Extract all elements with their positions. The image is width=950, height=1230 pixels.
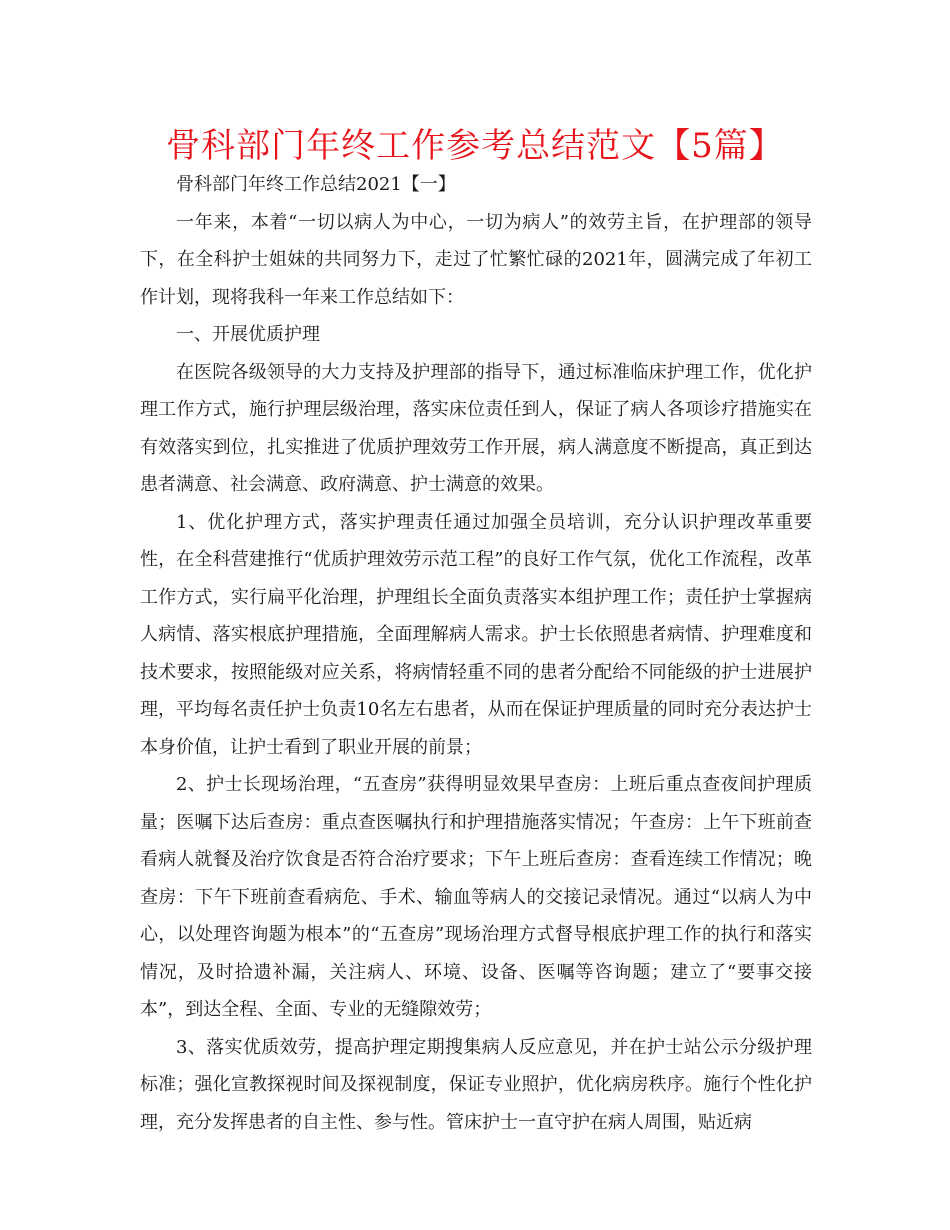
section-heading: 骨科部门年终工作总结2021【一】 bbox=[176, 174, 456, 195]
paragraph-item-3: 3、落实优质效劳，提高护理定期搜集病人反应意见，并在护士站公示分级护理标准；强化宣教探视时间及探视制度，保证专业照护，优化病房秩序。施行个性化护理，充分发挥患者的自主性、参与性。管床护士一直守护在病人周围，贴近病 bbox=[140, 1036, 812, 1133]
paragraph-intro: 一年来，本着“一切以病人为中心，一切为病人”的效劳主旨，在护理部的领导下，在全科护士姐妹的共同努力下，走过了忙繁忙碌的2021年，圆满完成了年初工作计划，现将我科一年来工作总结如下： bbox=[140, 211, 812, 308]
paragraph-item-1: 1、优化护理方式，落实护理责任通过加强全员培训，充分认识护理改革重要性，在全科营建推行“优质护理效劳示范工程”的良好工作气氛，优化工作流程，改革工作方式，实行扁平化治理，护理组长全面负责落实本组护理工作；责任护士掌握病人病情、落实根底护理措施，全面理解病人需求。护士长依照患者病情、护理难度和技术要求，按照能级对应关系，将病情轻重不同的患者分配给不同能级的护士进展护理，平均每名责任护士负责10名左右患者，从而在保证护理质量的同时充分表达护士本身价值，让护士看到了职业开展的前景； bbox=[140, 511, 812, 758]
document-title: 骨科部门年终工作参考总结范文【5篇】 bbox=[166, 126, 784, 166]
paragraph-heading-1: 一、开展优质护理 bbox=[176, 324, 320, 345]
paragraph: 在医院各级领导的大力支持及护理部的指导下，通过标准临床护理工作，优化护理工作方式，施行护理层级治理，落实床位责任到人，保证了病人各项诊疗措施实在有效落实到位，扎实推进了优质护理效劳工作开展，病人满意度不断提高，真正到达患者满意、社会满意、政府满意、护士满意的效果。 bbox=[140, 361, 812, 495]
document-body bbox=[140, 166, 812, 1141]
paragraph-item-2: 2、护士长现场治理，“五查房”获得明显效果早查房：上班后重点查夜间护理质量；医嘱下达后查房：重点查医嘱执行和护理措施落实情况；午查房：上午下班前查看病人就餐及治疗饮食是否符合治疗要求；下午上班后查房：查看连续工作情况；晚查房：下午下班前查看病危、手术、输血等病人的交接记录情况。通过“以病人为中心，以处理咨询题为根本”的“五查房”现场治理方式督导根底护理工作的执行和落实情况，及时拾遗补漏，关注病人、环境、设备、医嘱等咨询题；建立了“要事交接本”，到达全程、全面、专业的无缝隙效劳； bbox=[140, 774, 812, 1020]
